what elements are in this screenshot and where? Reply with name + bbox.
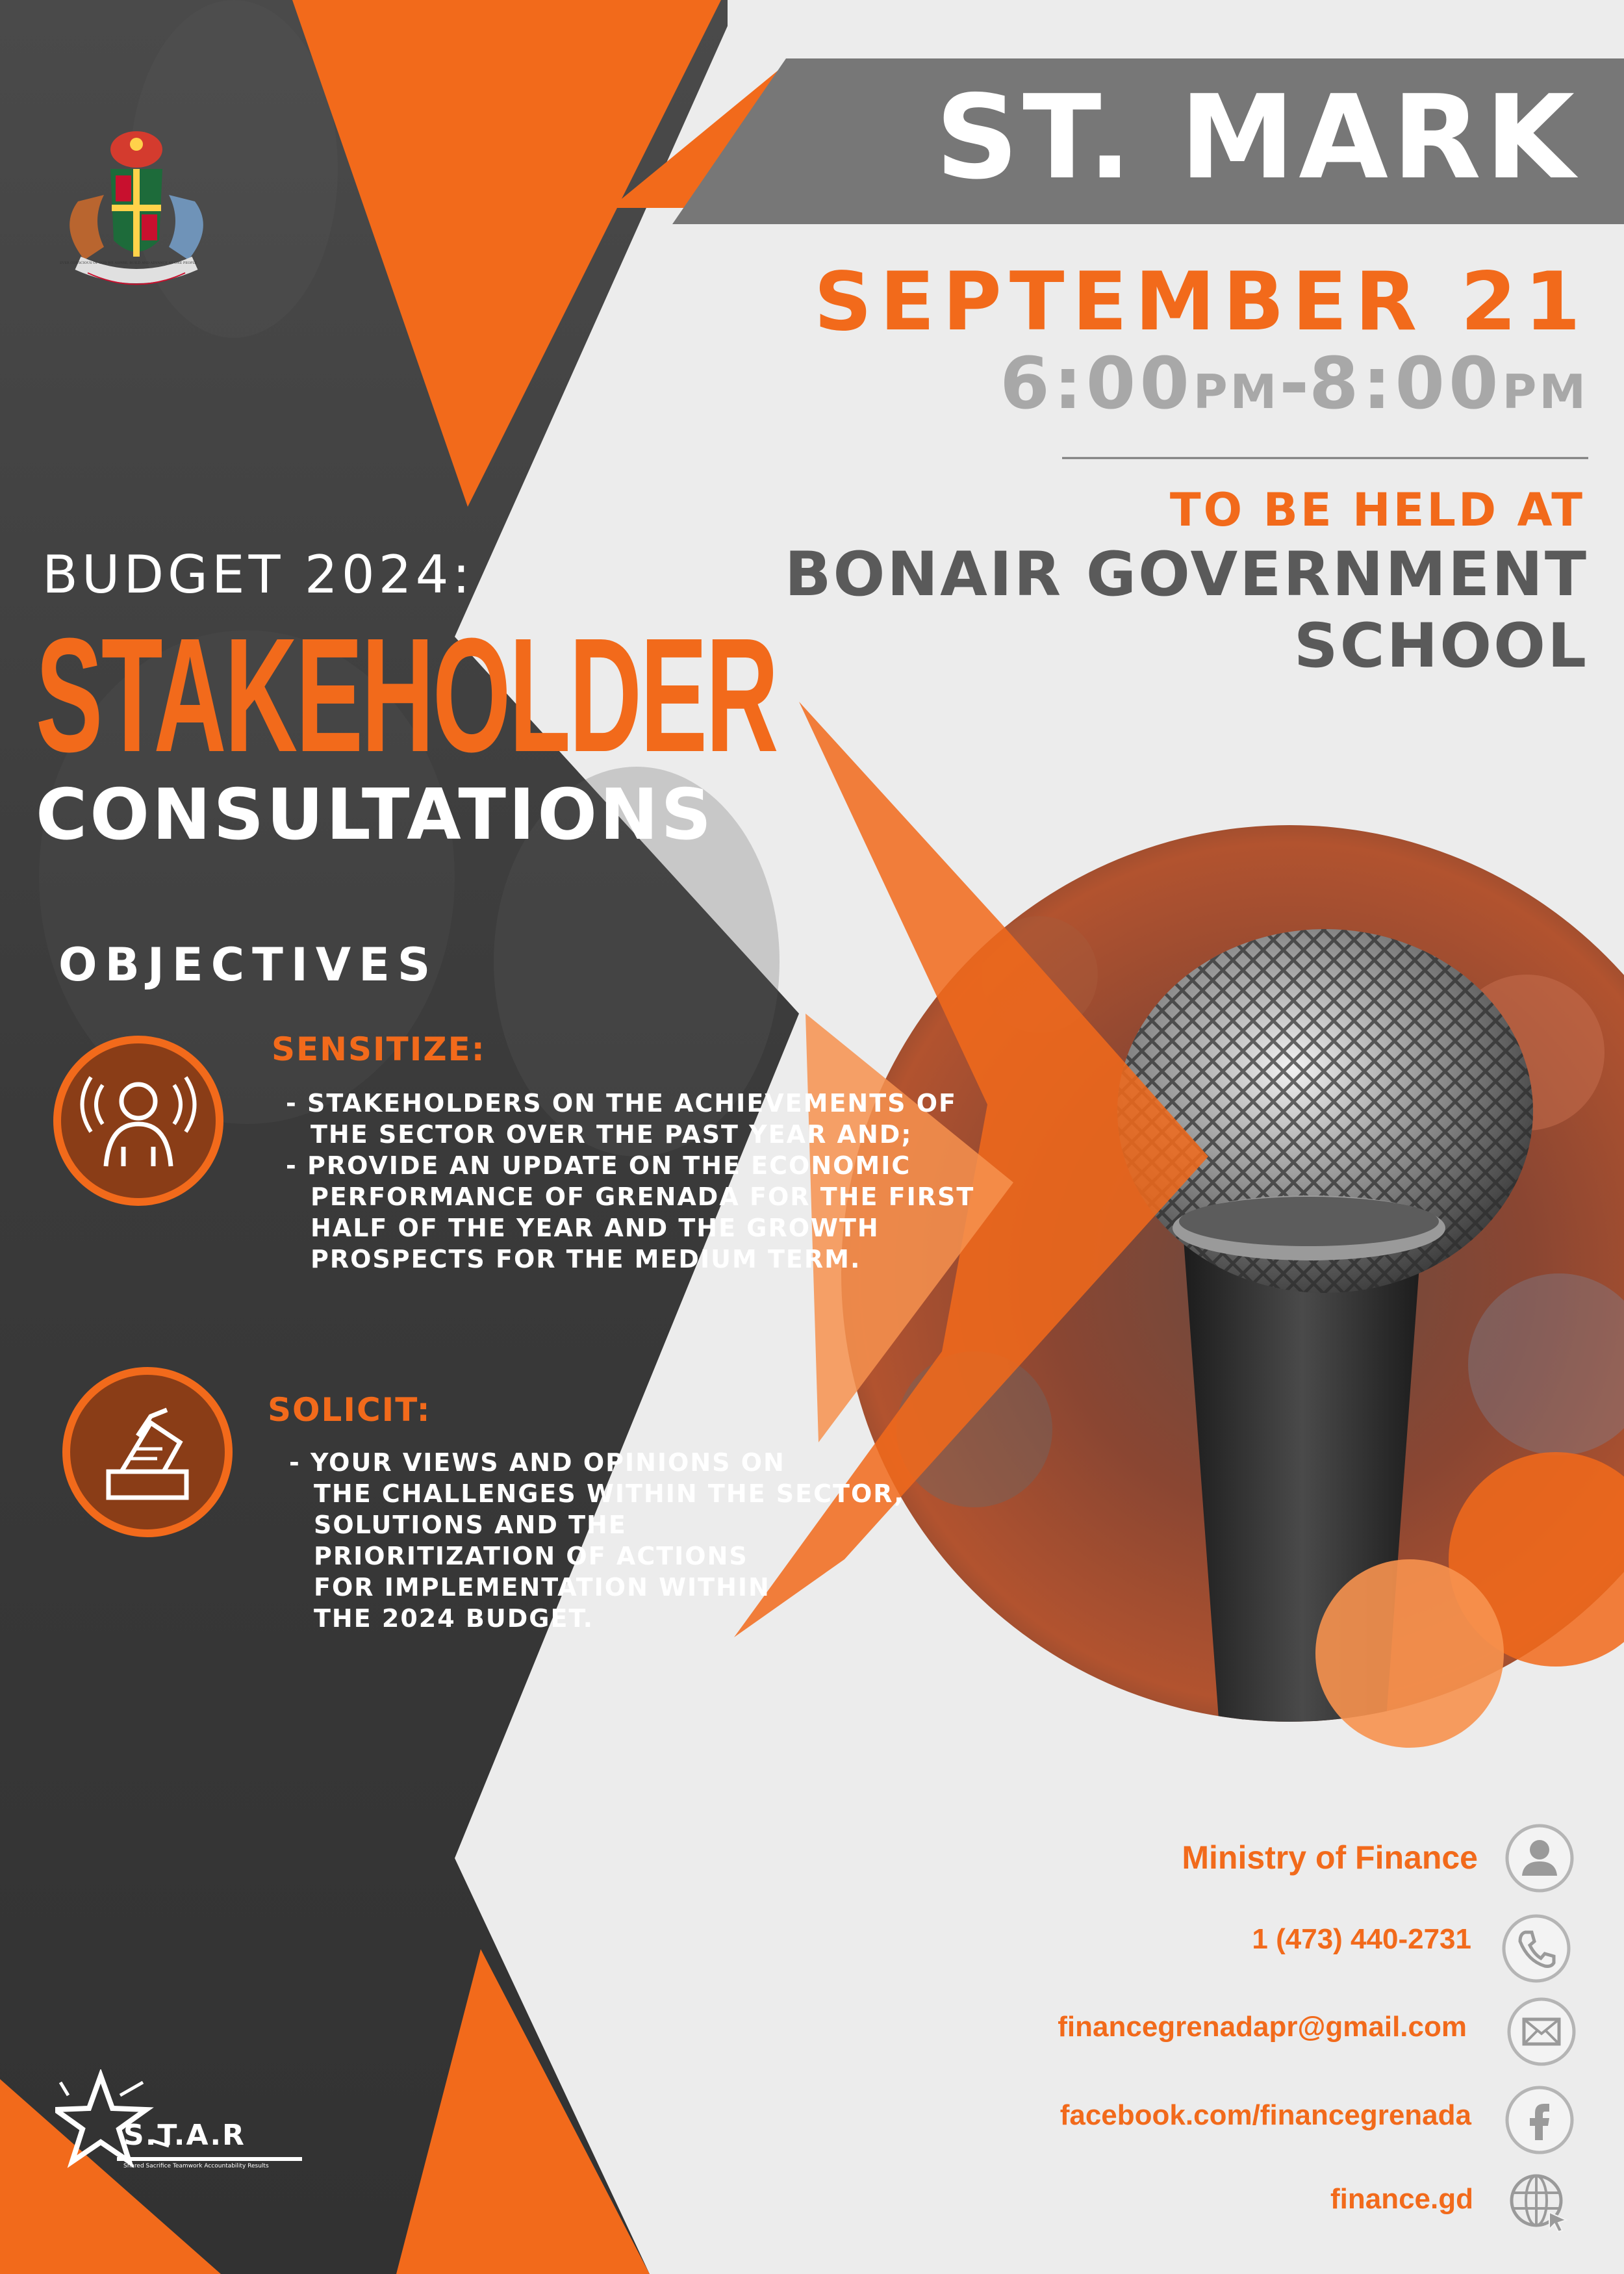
- time-start: 6:00: [1000, 342, 1193, 425]
- venue-line2: SCHOOL: [1293, 611, 1588, 682]
- event-time: [1000, 344, 1588, 444]
- event-date: SEPTEMBER 21: [813, 255, 1588, 349]
- time-end-suffix: PM: [1502, 364, 1588, 419]
- contact-ministry: Ministry of Finance: [1182, 1839, 1478, 1876]
- objective-line: - PROVIDE AN UPDATE ON THE ECONOMIC: [286, 1151, 911, 1180]
- objective-line: PERFORMANCE OF GRENADA FOR THE FIRST: [311, 1182, 975, 1211]
- star-logo-tagline: Shared Sacrifice Teamwork Accountability Results: [123, 2163, 269, 2169]
- objective-line: HALF OF THE YEAR AND THE GROWTH: [311, 1214, 880, 1242]
- objective-title-solicit: SOLICIT:: [268, 1391, 431, 1429]
- objective-line: - STAKEHOLDERS ON THE ACHIEVEMENTS OF: [286, 1089, 957, 1118]
- objective-line: SOLUTIONS AND THE: [314, 1511, 627, 1539]
- contact-phone: 1 (473) 440-2731: [1252, 1923, 1471, 1955]
- crest-motto: EVER CONSCIOUS OF GOD WE ASPIRE, BUILD AND ADVANCE AS ONE PEOPLE: [60, 261, 197, 265]
- objective-line: THE 2024 BUDGET.: [314, 1604, 594, 1633]
- objective-title-sensitize: SENSITIZE:: [272, 1030, 486, 1068]
- sub-title: CONSULTATIONS: [36, 774, 715, 856]
- star-logo-name: S.T.A.R: [123, 2119, 246, 2152]
- objective-line: THE SECTOR OVER THE PAST YEAR AND;: [311, 1120, 913, 1149]
- objective-line: FOR IMPLEMENTATION WITHIN: [314, 1573, 770, 1602]
- phone-icon[interactable]: [1501, 1913, 1572, 1984]
- broadcast-person-icon: [51, 1033, 226, 1208]
- parish-title: ST. MARK: [935, 70, 1579, 205]
- contact-website[interactable]: finance.gd: [1330, 2183, 1473, 2215]
- time-dash: -: [1279, 342, 1309, 425]
- objectives-heading: OBJECTIVES: [58, 938, 438, 991]
- budget-label: BUDGET 2024:: [42, 544, 474, 605]
- venue-line1: BONAIR GOVERNMENT: [784, 539, 1588, 610]
- objective-line: - YOUR VIEWS AND OPINIONS ON: [289, 1448, 785, 1477]
- objective-line: THE CHALLENGES WITHIN THE SECTOR,: [314, 1479, 905, 1508]
- main-title: STAKEHOLDER: [36, 604, 777, 786]
- email-icon[interactable]: [1506, 1996, 1577, 2067]
- facebook-icon[interactable]: [1504, 2084, 1575, 2156]
- ballot-box-icon: [60, 1364, 235, 1540]
- time-end: 8:00: [1308, 342, 1503, 425]
- person-icon: [1504, 1822, 1575, 1894]
- objective-line: PROSPECTS FOR THE MEDIUM TERM.: [311, 1245, 861, 1273]
- star-logo-icon: [55, 2069, 302, 2180]
- contact-email[interactable]: financegrenadapr@gmail.com: [1058, 2011, 1467, 2043]
- time-start-suffix: PM: [1193, 364, 1280, 419]
- contact-facebook[interactable]: facebook.com/financegrenada: [1059, 2099, 1471, 2131]
- globe-icon[interactable]: [1504, 2167, 1575, 2238]
- coat-of-arms-icon: [39, 117, 234, 312]
- venue-intro: TO BE HELD AT: [1169, 483, 1585, 537]
- objective-line: PRIORITIZATION OF ACTIONS: [314, 1542, 748, 1570]
